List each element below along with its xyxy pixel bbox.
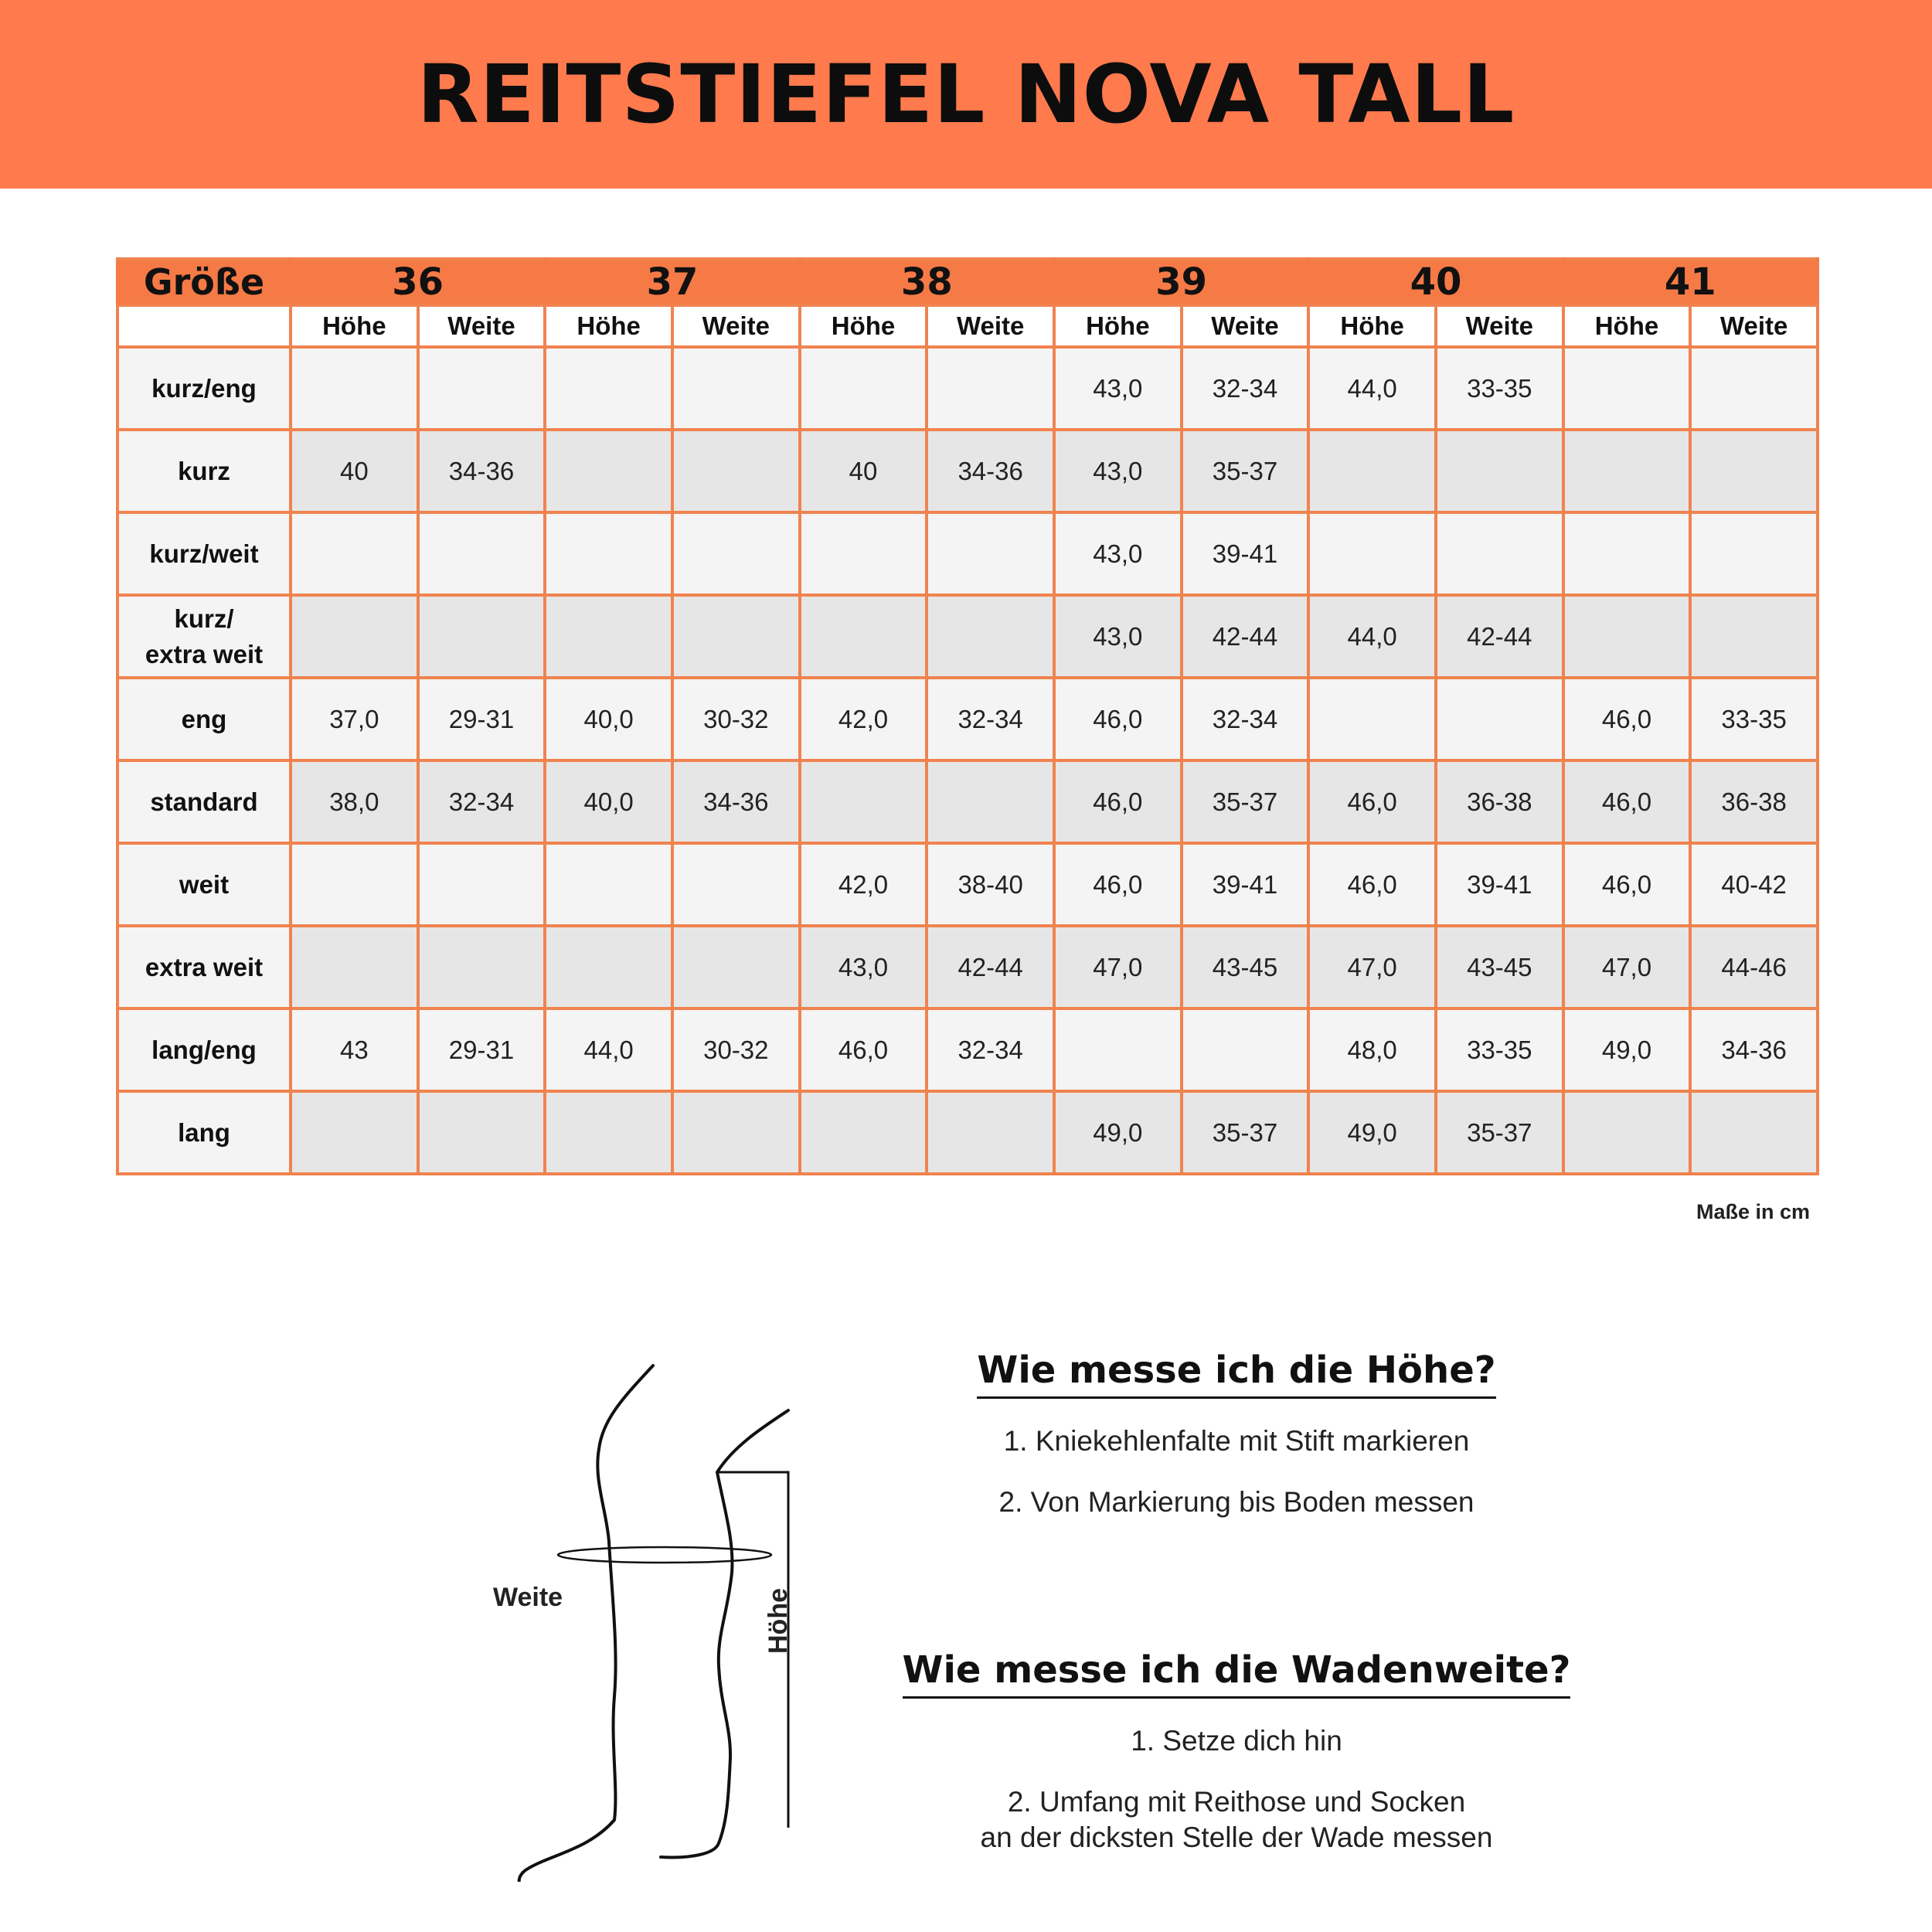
height-cell: 43,0 — [1054, 430, 1182, 512]
width-cell — [418, 843, 546, 926]
width-cell — [1182, 1009, 1309, 1091]
height-cell: 42,0 — [800, 843, 927, 926]
height-cell: 43 — [291, 1009, 418, 1091]
height-cell: 48,0 — [1308, 1009, 1436, 1091]
height-cell: 49,0 — [1308, 1091, 1436, 1174]
height-cell: 46,0 — [1563, 843, 1691, 926]
row-label: kurz — [117, 430, 291, 512]
height-cell — [545, 347, 672, 430]
height-cell: 46,0 — [800, 1009, 927, 1091]
height-cell — [291, 512, 418, 595]
measure-height-step-2: 2. Von Markierung bis Boden messen — [998, 1486, 1475, 1518]
measure-height-section — [896, 1349, 1577, 1520]
height-cell — [545, 843, 672, 926]
width-cell — [672, 512, 800, 595]
height-cell — [800, 1091, 927, 1174]
width-cell: 42-44 — [1436, 595, 1563, 678]
width-cell — [927, 595, 1054, 678]
measure-height-heading: Wie messe ich die Höhe? — [977, 1349, 1495, 1399]
height-cell — [1563, 595, 1691, 678]
width-cell: 39-41 — [1182, 843, 1309, 926]
width-cell: 32-34 — [1182, 347, 1309, 430]
width-cell — [1690, 595, 1818, 678]
width-cell: 32-34 — [418, 760, 546, 843]
width-cell — [672, 347, 800, 430]
width-cell: 33-35 — [1436, 1009, 1563, 1091]
width-cell — [672, 1091, 800, 1174]
width-cell — [418, 512, 546, 595]
width-cell — [1690, 347, 1818, 430]
column-header-weite: Weite — [418, 305, 546, 347]
row-label: lang/eng — [117, 1009, 291, 1091]
measure-header-row — [117, 305, 1818, 347]
width-cell — [672, 843, 800, 926]
size-header: 38 — [800, 259, 1054, 305]
width-cell: 30-32 — [672, 1009, 800, 1091]
width-cell: 40-42 — [1690, 843, 1818, 926]
height-cell — [800, 595, 927, 678]
height-cell: 43,0 — [1054, 512, 1182, 595]
height-cell: 49,0 — [1054, 1091, 1182, 1174]
width-cell — [1436, 512, 1563, 595]
width-cell: 42-44 — [927, 926, 1054, 1009]
size-header: 40 — [1308, 259, 1563, 305]
row-label-line: extra weit — [145, 639, 264, 668]
height-cell: 38,0 — [291, 760, 418, 843]
height-cell: 43,0 — [1054, 347, 1182, 430]
row-label-line: kurz/ — [174, 604, 234, 633]
size-header-row — [117, 259, 1818, 305]
width-cell — [1436, 678, 1563, 760]
height-cell: 46,0 — [1308, 843, 1436, 926]
boot-outline-front — [519, 1366, 653, 1882]
height-cell — [1563, 512, 1691, 595]
width-cell — [418, 347, 546, 430]
column-header-hoehe: Höhe — [1054, 305, 1182, 347]
width-cell — [1436, 430, 1563, 512]
width-cell: 35-37 — [1182, 430, 1309, 512]
width-cell: 30-32 — [672, 678, 800, 760]
height-cell — [291, 595, 418, 678]
height-cell — [291, 1091, 418, 1174]
width-cell — [672, 430, 800, 512]
width-cell: 29-31 — [418, 1009, 546, 1091]
size-chart-table — [116, 257, 1819, 1175]
width-cell — [672, 926, 800, 1009]
column-header-hoehe: Höhe — [291, 305, 418, 347]
width-cell — [927, 1091, 1054, 1174]
column-header-hoehe: Höhe — [1308, 305, 1436, 347]
height-cell: 47,0 — [1054, 926, 1182, 1009]
size-header: 39 — [1054, 259, 1308, 305]
table-row — [117, 843, 1818, 926]
page-title: REITSTIEFEL NOVA TALL — [417, 47, 1515, 141]
table-row — [117, 760, 1818, 843]
height-cell — [1308, 430, 1436, 512]
height-cell: 46,0 — [1308, 760, 1436, 843]
row-label: kurz/eng — [117, 347, 291, 430]
height-cell — [1563, 1091, 1691, 1174]
height-cell: 40 — [800, 430, 927, 512]
height-cell: 46,0 — [1563, 760, 1691, 843]
width-cell: 34-36 — [1690, 1009, 1818, 1091]
column-header-weite: Weite — [927, 305, 1054, 347]
measure-height-step-1: 1. Kniekehlenfalte mit Stift markieren — [1003, 1425, 1470, 1457]
height-cell: 42,0 — [800, 678, 927, 760]
column-header-hoehe: Höhe — [1563, 305, 1691, 347]
row-label — [117, 595, 291, 678]
width-cell — [927, 512, 1054, 595]
blank-header-cell — [117, 305, 291, 347]
height-cell: 44,0 — [545, 1009, 672, 1091]
unit-note: Maße in cm — [1696, 1200, 1810, 1223]
table-row — [117, 1009, 1818, 1091]
width-cell: 32-34 — [927, 678, 1054, 760]
measure-calf-heading: Wie messe ich die Wadenweite? — [903, 1648, 1571, 1699]
table-row — [117, 1091, 1818, 1174]
row-label: standard — [117, 760, 291, 843]
width-cell: 35-37 — [1182, 1091, 1309, 1174]
size-header: 37 — [545, 259, 799, 305]
height-cell — [800, 760, 927, 843]
height-cell — [545, 512, 672, 595]
row-label: extra weit — [117, 926, 291, 1009]
height-cell: 46,0 — [1054, 678, 1182, 760]
title-banner — [0, 0, 1932, 189]
height-cell — [1563, 430, 1691, 512]
width-cell — [1690, 1091, 1818, 1174]
width-cell: 43-45 — [1436, 926, 1563, 1009]
measure-calf-section — [896, 1648, 1577, 1855]
table-row — [117, 678, 1818, 760]
width-cell: 36-38 — [1436, 760, 1563, 843]
height-cell: 47,0 — [1308, 926, 1436, 1009]
width-cell: 42-44 — [1182, 595, 1309, 678]
height-cell: 46,0 — [1054, 843, 1182, 926]
width-cell — [672, 595, 800, 678]
size-header: 36 — [291, 259, 545, 305]
width-cell: 33-35 — [1690, 678, 1818, 760]
width-cell — [418, 1091, 546, 1174]
height-cell: 43,0 — [1054, 595, 1182, 678]
height-cell — [800, 512, 927, 595]
column-header-weite: Weite — [1182, 305, 1309, 347]
height-cell — [291, 347, 418, 430]
width-cell: 34-36 — [418, 430, 546, 512]
width-cell: 44-46 — [1690, 926, 1818, 1009]
width-cell: 33-35 — [1436, 347, 1563, 430]
width-cell — [1690, 512, 1818, 595]
measure-calf-step-2-continued: an der dicksten Stelle der Wade messen — [980, 1821, 1493, 1853]
width-cell — [927, 347, 1054, 430]
height-cell: 43,0 — [800, 926, 927, 1009]
column-header-weite: Weite — [1690, 305, 1818, 347]
height-cell — [1054, 1009, 1182, 1091]
width-cell: 39-41 — [1182, 512, 1309, 595]
height-cell: 44,0 — [1308, 595, 1436, 678]
height-cell: 46,0 — [1054, 760, 1182, 843]
height-cell — [1308, 678, 1436, 760]
calf-circumference-ellipse — [558, 1547, 771, 1563]
row-label: kurz/weit — [117, 512, 291, 595]
width-cell: 32-34 — [927, 1009, 1054, 1091]
width-cell: 43-45 — [1182, 926, 1309, 1009]
width-cell: 39-41 — [1436, 843, 1563, 926]
row-label: lang — [117, 1091, 291, 1174]
column-header-weite: Weite — [672, 305, 800, 347]
table-row — [117, 926, 1818, 1009]
table-row — [117, 595, 1818, 678]
width-cell: 38-40 — [927, 843, 1054, 926]
width-cell: 35-37 — [1182, 760, 1309, 843]
measure-calf-step-2: 2. Umfang mit Reithose und Socken — [1007, 1786, 1466, 1818]
width-cell — [927, 760, 1054, 843]
width-cell — [418, 926, 546, 1009]
height-cell: 49,0 — [1563, 1009, 1691, 1091]
height-cell — [800, 347, 927, 430]
row-label: weit — [117, 843, 291, 926]
column-header-weite: Weite — [1436, 305, 1563, 347]
height-cell: 47,0 — [1563, 926, 1691, 1009]
height-cell — [1308, 512, 1436, 595]
height-cell: 46,0 — [1563, 678, 1691, 760]
boot-height-label: Höhe — [764, 1588, 793, 1654]
height-cell: 37,0 — [291, 678, 418, 760]
height-cell — [545, 595, 672, 678]
height-cell: 44,0 — [1308, 347, 1436, 430]
size-header: 41 — [1563, 259, 1818, 305]
width-cell: 34-36 — [672, 760, 800, 843]
column-header-hoehe: Höhe — [545, 305, 672, 347]
width-cell: 35-37 — [1436, 1091, 1563, 1174]
width-cell: 32-34 — [1182, 678, 1309, 760]
table-row — [117, 347, 1818, 430]
height-cell — [545, 926, 672, 1009]
width-cell — [418, 595, 546, 678]
table-row — [117, 512, 1818, 595]
height-cell — [291, 926, 418, 1009]
height-cell: 40,0 — [545, 760, 672, 843]
width-cell: 34-36 — [927, 430, 1054, 512]
size-corner-label: Größe — [117, 259, 291, 305]
row-label: eng — [117, 678, 291, 760]
width-cell: 36-38 — [1690, 760, 1818, 843]
calf-width-label: Weite — [493, 1583, 563, 1612]
height-cell: 40 — [291, 430, 418, 512]
height-cell — [545, 1091, 672, 1174]
width-cell — [1690, 430, 1818, 512]
height-cell — [1563, 347, 1691, 430]
height-cell: 40,0 — [545, 678, 672, 760]
width-cell: 29-31 — [418, 678, 546, 760]
height-cell — [545, 430, 672, 512]
height-cell — [291, 843, 418, 926]
column-header-hoehe: Höhe — [800, 305, 927, 347]
table-row — [117, 430, 1818, 512]
measure-calf-step-1: 1. Setze dich hin — [1131, 1725, 1342, 1757]
